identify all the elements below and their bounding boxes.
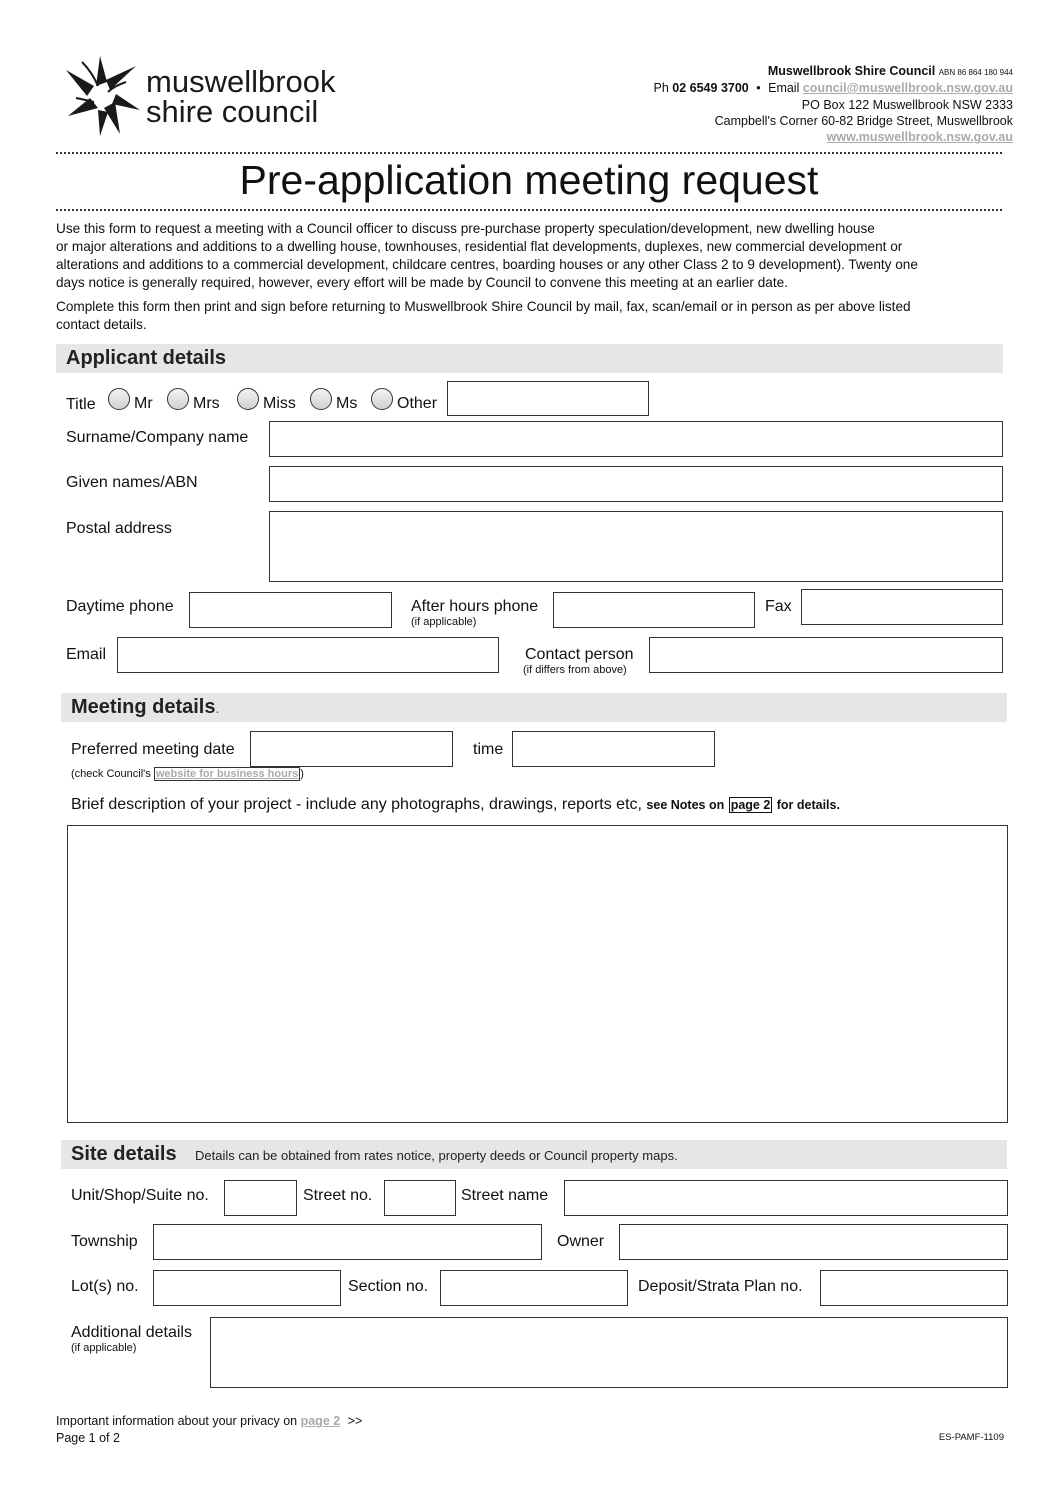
contact-person-label: Contact person xyxy=(525,646,634,663)
intro-line: Complete this form then print and sign before returning to Muswellbrook Shire Council by mail, fax, scan/email or in person as per above listed xyxy=(56,299,911,314)
star-logo-icon xyxy=(60,52,142,138)
radio-other-label: Other xyxy=(397,395,438,412)
title-option-ms[interactable] xyxy=(310,388,362,418)
street-no-field[interactable] xyxy=(384,1180,456,1216)
radio-mr[interactable] xyxy=(108,388,130,410)
logo-line2: shire council xyxy=(146,94,319,129)
privacy-page-link[interactable]: page 2 xyxy=(300,1414,341,1428)
title-option-other[interactable] xyxy=(371,388,441,418)
project-description-field[interactable] xyxy=(67,825,1008,1123)
intro-line: contact details. xyxy=(56,317,147,332)
given-names-field[interactable] xyxy=(269,466,1003,502)
intro-line: or major alterations and additions to a dwelling house, townhouses, residential flat developments, duplexes, new commercial development or xyxy=(56,239,903,254)
radio-miss[interactable] xyxy=(237,388,259,410)
council-website-link[interactable]: www.muswellbrook.nsw.gov.au xyxy=(826,130,1013,144)
owner-label: Owner xyxy=(557,1233,605,1250)
intro-line: Use this form to request a meeting with a Council officer to discuss pre-purchase property speculation/development, new dwelling house xyxy=(56,221,875,236)
council-abn: ABN 86 864 180 944 xyxy=(938,68,1013,77)
title-label: Title xyxy=(66,396,96,413)
council-name: Muswellbrook Shire Council xyxy=(767,64,936,78)
intro-line: days notice is generally required, however, every effort will be made by Council to convene this meeting at an earlier date. xyxy=(56,275,788,290)
lots-label: Lot(s) no. xyxy=(71,1278,139,1295)
privacy-arrows: >> xyxy=(347,1414,363,1428)
owner-field[interactable] xyxy=(619,1224,1008,1260)
surname-field[interactable] xyxy=(269,421,1003,457)
township-label: Township xyxy=(71,1233,138,1250)
email-label: Email xyxy=(768,81,800,95)
intro-paragraph-1 xyxy=(56,220,918,292)
business-hours-note xyxy=(71,768,304,780)
title-divider-top xyxy=(56,152,1002,154)
fax-field[interactable] xyxy=(801,589,1003,625)
time-field[interactable] xyxy=(512,731,715,767)
project-description-see: see Notes on xyxy=(646,798,725,812)
radio-miss-label: Miss xyxy=(263,395,296,412)
privacy-text: Important information about your privacy on xyxy=(56,1414,298,1428)
title-option-miss[interactable] xyxy=(237,388,303,418)
deposit-plan-field[interactable] xyxy=(820,1270,1008,1306)
contact-person-field[interactable] xyxy=(649,637,1003,673)
deposit-plan-label: Deposit/Strata Plan no. xyxy=(638,1278,803,1295)
preferred-date-label: Preferred meeting date xyxy=(71,741,235,758)
contact-person-note: (if differs from above) xyxy=(523,664,627,676)
logo-line1: muswellbrook xyxy=(146,64,336,99)
radio-mrs-label: Mrs xyxy=(193,395,220,412)
project-description-end: for details. xyxy=(776,798,840,812)
after-hours-phone-note: (if applicable) xyxy=(411,616,477,628)
after-hours-phone-label: After hours phone xyxy=(411,598,539,615)
meeting-section-title-dot: . xyxy=(215,700,220,716)
council-email-link[interactable]: council@muswellbrook.nsw.gov.au xyxy=(802,81,1013,95)
daytime-phone-label: Daytime phone xyxy=(66,598,174,615)
council-phone: 02 6549 3700 xyxy=(672,81,749,95)
surname-label: Surname/Company name xyxy=(66,429,249,446)
lots-field[interactable] xyxy=(153,1270,341,1306)
site-section-title: Site details xyxy=(71,1143,177,1165)
daytime-phone-field[interactable] xyxy=(189,592,392,628)
unit-field[interactable] xyxy=(224,1180,297,1216)
council-po-box: PO Box 122 Muswellbrook NSW 2333 xyxy=(801,98,1013,112)
phone-label: Ph xyxy=(653,81,669,95)
additional-details-label: Additional details xyxy=(71,1324,192,1341)
title-option-mr[interactable] xyxy=(108,388,160,418)
site-section-note: Details can be obtained from rates notice, property deeds or Council property maps. xyxy=(195,1148,678,1163)
intro-line: alterations and additions to a commercial development, childcare centres, boarding houses or any other Class 2 to 9 development). Twenty one xyxy=(56,257,918,272)
separator-bullet: • xyxy=(756,81,761,95)
page-number: Page 1 of 2 xyxy=(56,1431,120,1445)
applicant-section-header xyxy=(56,344,1003,373)
postal-address-field[interactable] xyxy=(269,511,1003,582)
council-name-line xyxy=(768,64,1013,78)
section-no-label: Section no. xyxy=(348,1278,429,1295)
postal-address-label: Postal address xyxy=(66,520,172,537)
radio-other[interactable] xyxy=(371,388,393,410)
email-label: Email xyxy=(66,646,107,663)
radio-mrs[interactable] xyxy=(167,388,189,410)
additional-details-field[interactable] xyxy=(210,1317,1008,1388)
street-name-field[interactable] xyxy=(564,1180,1008,1216)
meeting-section-header xyxy=(61,693,1007,722)
section-no-field[interactable] xyxy=(440,1270,628,1306)
title-other-field[interactable] xyxy=(447,381,649,416)
radio-ms[interactable] xyxy=(310,388,332,410)
radio-mr-label: Mr xyxy=(134,395,153,412)
page-title: Pre-application meeting request xyxy=(239,157,819,203)
preferred-date-field[interactable] xyxy=(250,731,453,767)
business-hours-prefix: (check Council's xyxy=(71,768,151,780)
intro-paragraph-2 xyxy=(56,298,911,334)
council-street-address: Campbell's Corner 60-82 Bridge Street, Muswellbrook xyxy=(714,114,1013,128)
applicant-section-title: Applicant details xyxy=(66,347,227,369)
council-logo xyxy=(60,52,350,138)
form-code: ES-PAMF-1109 xyxy=(938,1432,1004,1443)
unit-label: Unit/Shop/Suite no. xyxy=(71,1187,209,1204)
project-description-page-link[interactable]: page 2 xyxy=(730,798,771,812)
meeting-section-title-text: Meeting details xyxy=(71,696,216,718)
meeting-section-title xyxy=(71,696,219,719)
site-section-header xyxy=(61,1140,1007,1169)
additional-details-note: (if applicable) xyxy=(71,1342,137,1354)
project-description-label xyxy=(71,796,840,814)
business-hours-link[interactable]: website for business hours xyxy=(155,768,299,780)
given-names-label: Given names/ABN xyxy=(66,474,198,491)
title-option-mrs[interactable] xyxy=(167,388,227,418)
title-divider-bottom xyxy=(56,209,1002,211)
time-label: time xyxy=(473,741,504,758)
fax-label: Fax xyxy=(765,598,792,615)
after-hours-phone-field[interactable] xyxy=(553,592,755,628)
email-field[interactable] xyxy=(117,637,499,673)
council-phone-email-line xyxy=(654,81,1014,95)
street-no-label: Street no. xyxy=(303,1187,373,1204)
project-description-main: Brief description of your project - include any photographs, drawings, reports etc, xyxy=(71,796,642,813)
radio-ms-label: Ms xyxy=(336,395,358,412)
business-hours-suffix: ) xyxy=(300,768,304,780)
privacy-note xyxy=(56,1414,362,1428)
street-name-label: Street name xyxy=(461,1187,549,1204)
township-field[interactable] xyxy=(153,1224,542,1260)
